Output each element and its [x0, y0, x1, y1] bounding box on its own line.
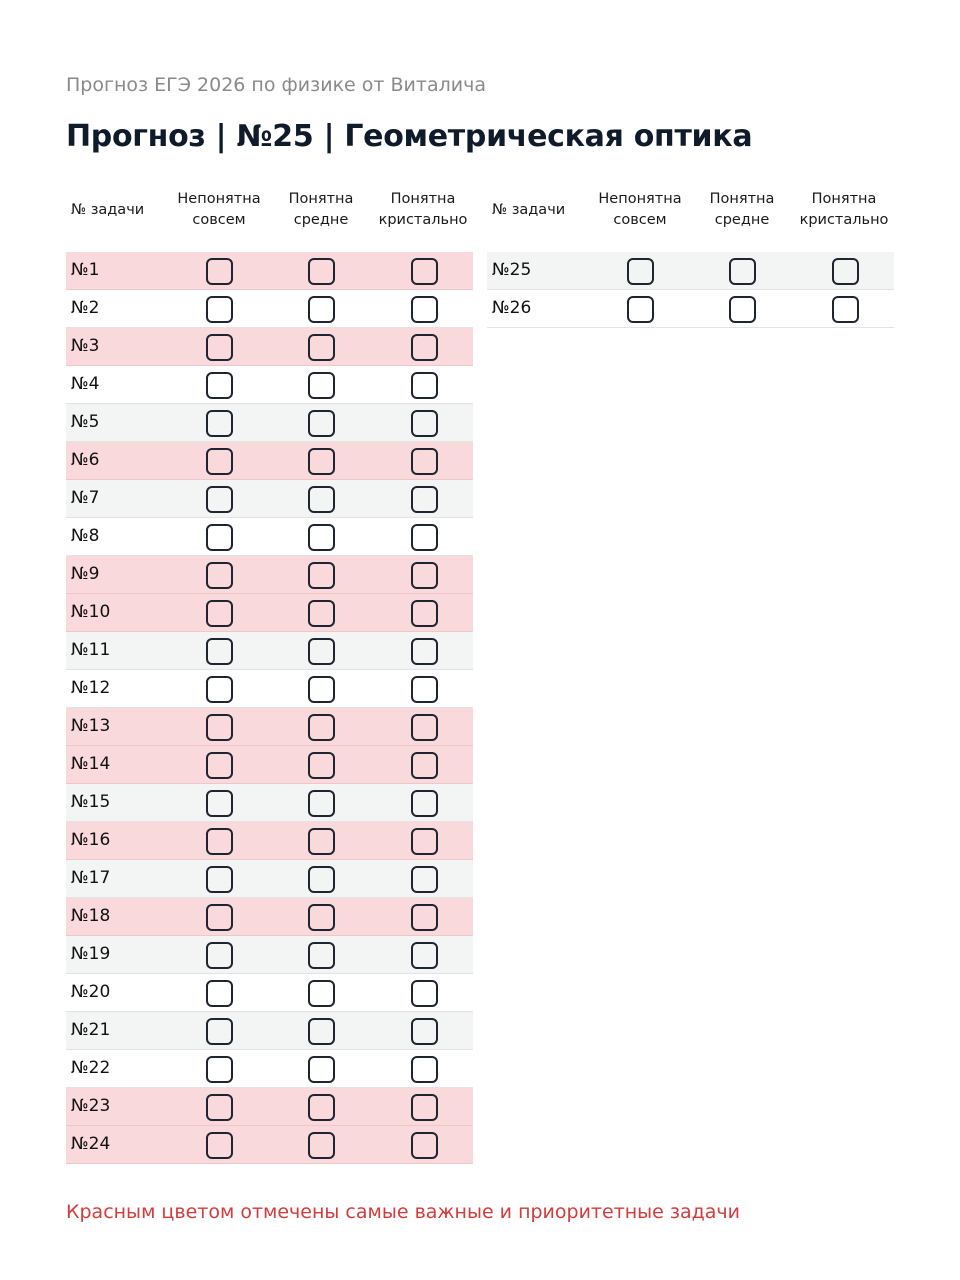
checkbox-understood-medium[interactable] [308, 258, 335, 285]
checkbox-not-understood[interactable] [206, 1132, 233, 1159]
task-number-label: №24 [71, 1134, 111, 1154]
checkbox-understood-clearly[interactable] [411, 866, 438, 893]
checkbox-understood-clearly[interactable] [411, 676, 438, 703]
checkbox-understood-clearly[interactable] [411, 372, 438, 399]
priority-note: Красным цветом отмечены самые важные и приоритетные задачи [66, 1201, 741, 1223]
page-title: Прогноз | №25 | Геометрическая оптика [66, 119, 753, 154]
task-number-label: №26 [492, 298, 532, 318]
table-row [66, 480, 473, 518]
task-number-label: №2 [71, 298, 100, 318]
column-header-not-understood: Непонятна совсем [177, 191, 261, 228]
checkbox-understood-medium[interactable] [308, 828, 335, 855]
column-header-understood-medium: Понятна средне [288, 191, 354, 228]
checkbox-understood-medium[interactable] [308, 752, 335, 779]
checkbox-understood-medium[interactable] [308, 524, 335, 551]
page-subtitle: Прогноз ЕГЭ 2026 по физике от Виталича [66, 74, 486, 96]
task-number-label: №7 [71, 488, 100, 508]
checkbox-understood-clearly[interactable] [411, 448, 438, 475]
checkbox-understood-clearly[interactable] [411, 942, 438, 969]
checkbox-understood-medium[interactable] [308, 676, 335, 703]
checkbox-not-understood[interactable] [206, 600, 233, 627]
checkbox-understood-clearly[interactable] [832, 296, 859, 323]
checkbox-not-understood[interactable] [206, 258, 233, 285]
checkbox-not-understood[interactable] [206, 562, 233, 589]
task-number-label: №20 [71, 982, 111, 1002]
checkbox-understood-medium[interactable] [729, 258, 756, 285]
checkbox-not-understood[interactable] [206, 904, 233, 931]
checkbox-understood-medium[interactable] [308, 1056, 335, 1083]
checkbox-not-understood[interactable] [206, 714, 233, 741]
checkbox-understood-medium[interactable] [308, 600, 335, 627]
checkbox-understood-clearly[interactable] [411, 296, 438, 323]
checkbox-understood-clearly[interactable] [411, 258, 438, 285]
task-number-label: №8 [71, 526, 100, 546]
table-row [66, 556, 473, 594]
task-number-label: №18 [71, 906, 111, 926]
table-header [66, 186, 473, 252]
checkbox-not-understood[interactable] [206, 334, 233, 361]
table-row [66, 860, 473, 898]
column-header-not-understood: Непонятна совсем [598, 191, 682, 228]
table-row [66, 1050, 473, 1088]
checkbox-understood-medium[interactable] [308, 942, 335, 969]
table-header [487, 186, 894, 252]
checkbox-understood-clearly[interactable] [411, 600, 438, 627]
task-number-label: №22 [71, 1058, 111, 1078]
checkbox-understood-medium[interactable] [308, 1132, 335, 1159]
checkbox-understood-medium[interactable] [308, 714, 335, 741]
checkbox-not-understood[interactable] [206, 676, 233, 703]
checkbox-not-understood[interactable] [627, 258, 654, 285]
checkbox-understood-medium[interactable] [729, 296, 756, 323]
checkbox-understood-medium[interactable] [308, 448, 335, 475]
table-row [66, 290, 473, 328]
checkbox-not-understood[interactable] [206, 828, 233, 855]
column-header-understood-clearly: Понятна кристально [799, 191, 889, 228]
checkbox-understood-clearly[interactable] [832, 258, 859, 285]
checkbox-understood-clearly[interactable] [411, 524, 438, 551]
checkbox-understood-medium[interactable] [308, 866, 335, 893]
checkbox-understood-medium[interactable] [308, 372, 335, 399]
table-row [66, 404, 473, 442]
tasks-table-left [66, 186, 473, 1164]
checkbox-not-understood[interactable] [206, 866, 233, 893]
checkbox-understood-clearly[interactable] [411, 334, 438, 361]
task-number-label: №10 [71, 602, 111, 622]
task-number-label: №12 [71, 678, 111, 698]
checkbox-not-understood[interactable] [206, 448, 233, 475]
checkbox-understood-clearly[interactable] [411, 1132, 438, 1159]
table-body [66, 252, 473, 1164]
checkbox-understood-clearly[interactable] [411, 752, 438, 779]
table-row [66, 632, 473, 670]
checkbox-understood-clearly[interactable] [411, 562, 438, 589]
task-number-label: №4 [71, 374, 100, 394]
checkbox-not-understood[interactable] [627, 296, 654, 323]
table-row [66, 328, 473, 366]
checkbox-not-understood[interactable] [206, 372, 233, 399]
table-row [66, 1012, 473, 1050]
task-number-label: №6 [71, 450, 100, 470]
checkbox-understood-clearly[interactable] [411, 904, 438, 931]
task-number-label: №25 [492, 260, 532, 280]
tasks-table-right [487, 186, 894, 328]
checkbox-understood-clearly[interactable] [411, 486, 438, 513]
table-row [66, 252, 473, 290]
task-number-label: №3 [71, 336, 100, 356]
task-number-label: №5 [71, 412, 100, 432]
table-row [66, 670, 473, 708]
checkbox-not-understood[interactable] [206, 790, 233, 817]
task-number-label: №15 [71, 792, 111, 812]
task-number-label: №14 [71, 754, 111, 774]
column-header-understood-medium: Понятна средне [709, 191, 775, 228]
table-row [66, 822, 473, 860]
checkbox-not-understood[interactable] [206, 296, 233, 323]
task-number-label: №17 [71, 868, 111, 888]
checkbox-not-understood[interactable] [206, 1018, 233, 1045]
column-header-task-number: № задачи [71, 201, 145, 218]
checkbox-understood-clearly[interactable] [411, 980, 438, 1007]
checkbox-not-understood[interactable] [206, 410, 233, 437]
checkbox-not-understood[interactable] [206, 638, 233, 665]
checkbox-understood-medium[interactable] [308, 790, 335, 817]
checkbox-understood-medium[interactable] [308, 1094, 335, 1121]
task-number-label: №16 [71, 830, 111, 850]
checkbox-understood-clearly[interactable] [411, 410, 438, 437]
checkbox-understood-clearly[interactable] [411, 638, 438, 665]
table-row [66, 1088, 473, 1126]
table-row [487, 290, 894, 328]
table-row [66, 974, 473, 1012]
checkbox-understood-medium[interactable] [308, 904, 335, 931]
checkbox-not-understood[interactable] [206, 524, 233, 551]
checkbox-understood-medium[interactable] [308, 1018, 335, 1045]
column-header-task-number: № задачи [492, 201, 566, 218]
table-row [66, 898, 473, 936]
table-row [66, 518, 473, 556]
column-header-understood-clearly: Понятна кристально [378, 191, 468, 228]
checkbox-not-understood[interactable] [206, 486, 233, 513]
checkbox-understood-medium[interactable] [308, 638, 335, 665]
checkbox-not-understood[interactable] [206, 1094, 233, 1121]
table-row [487, 252, 894, 290]
table-row [66, 746, 473, 784]
checkbox-understood-medium[interactable] [308, 562, 335, 589]
task-number-label: №19 [71, 944, 111, 964]
checkbox-understood-medium[interactable] [308, 410, 335, 437]
table-row [66, 708, 473, 746]
checkbox-not-understood[interactable] [206, 752, 233, 779]
checkbox-understood-medium[interactable] [308, 334, 335, 361]
checkbox-understood-clearly[interactable] [411, 1018, 438, 1045]
table-row [66, 784, 473, 822]
table-body [487, 252, 894, 328]
checkbox-understood-clearly[interactable] [411, 1094, 438, 1121]
checkbox-not-understood[interactable] [206, 1056, 233, 1083]
checkbox-understood-medium[interactable] [308, 296, 335, 323]
task-number-label: №11 [71, 640, 111, 660]
table-row [66, 1126, 473, 1164]
checkbox-not-understood[interactable] [206, 980, 233, 1007]
checkbox-not-understood[interactable] [206, 942, 233, 969]
table-row [66, 366, 473, 404]
checkbox-understood-clearly[interactable] [411, 1056, 438, 1083]
checkbox-understood-medium[interactable] [308, 980, 335, 1007]
checkbox-understood-clearly[interactable] [411, 828, 438, 855]
checkbox-understood-medium[interactable] [308, 486, 335, 513]
table-row [66, 442, 473, 480]
task-number-label: №23 [71, 1096, 111, 1116]
task-number-label: №9 [71, 564, 100, 584]
task-number-label: №21 [71, 1020, 111, 1040]
table-row [66, 594, 473, 632]
checkbox-understood-clearly[interactable] [411, 714, 438, 741]
task-number-label: №1 [71, 260, 100, 280]
task-number-label: №13 [71, 716, 111, 736]
checkbox-understood-clearly[interactable] [411, 790, 438, 817]
table-row [66, 936, 473, 974]
